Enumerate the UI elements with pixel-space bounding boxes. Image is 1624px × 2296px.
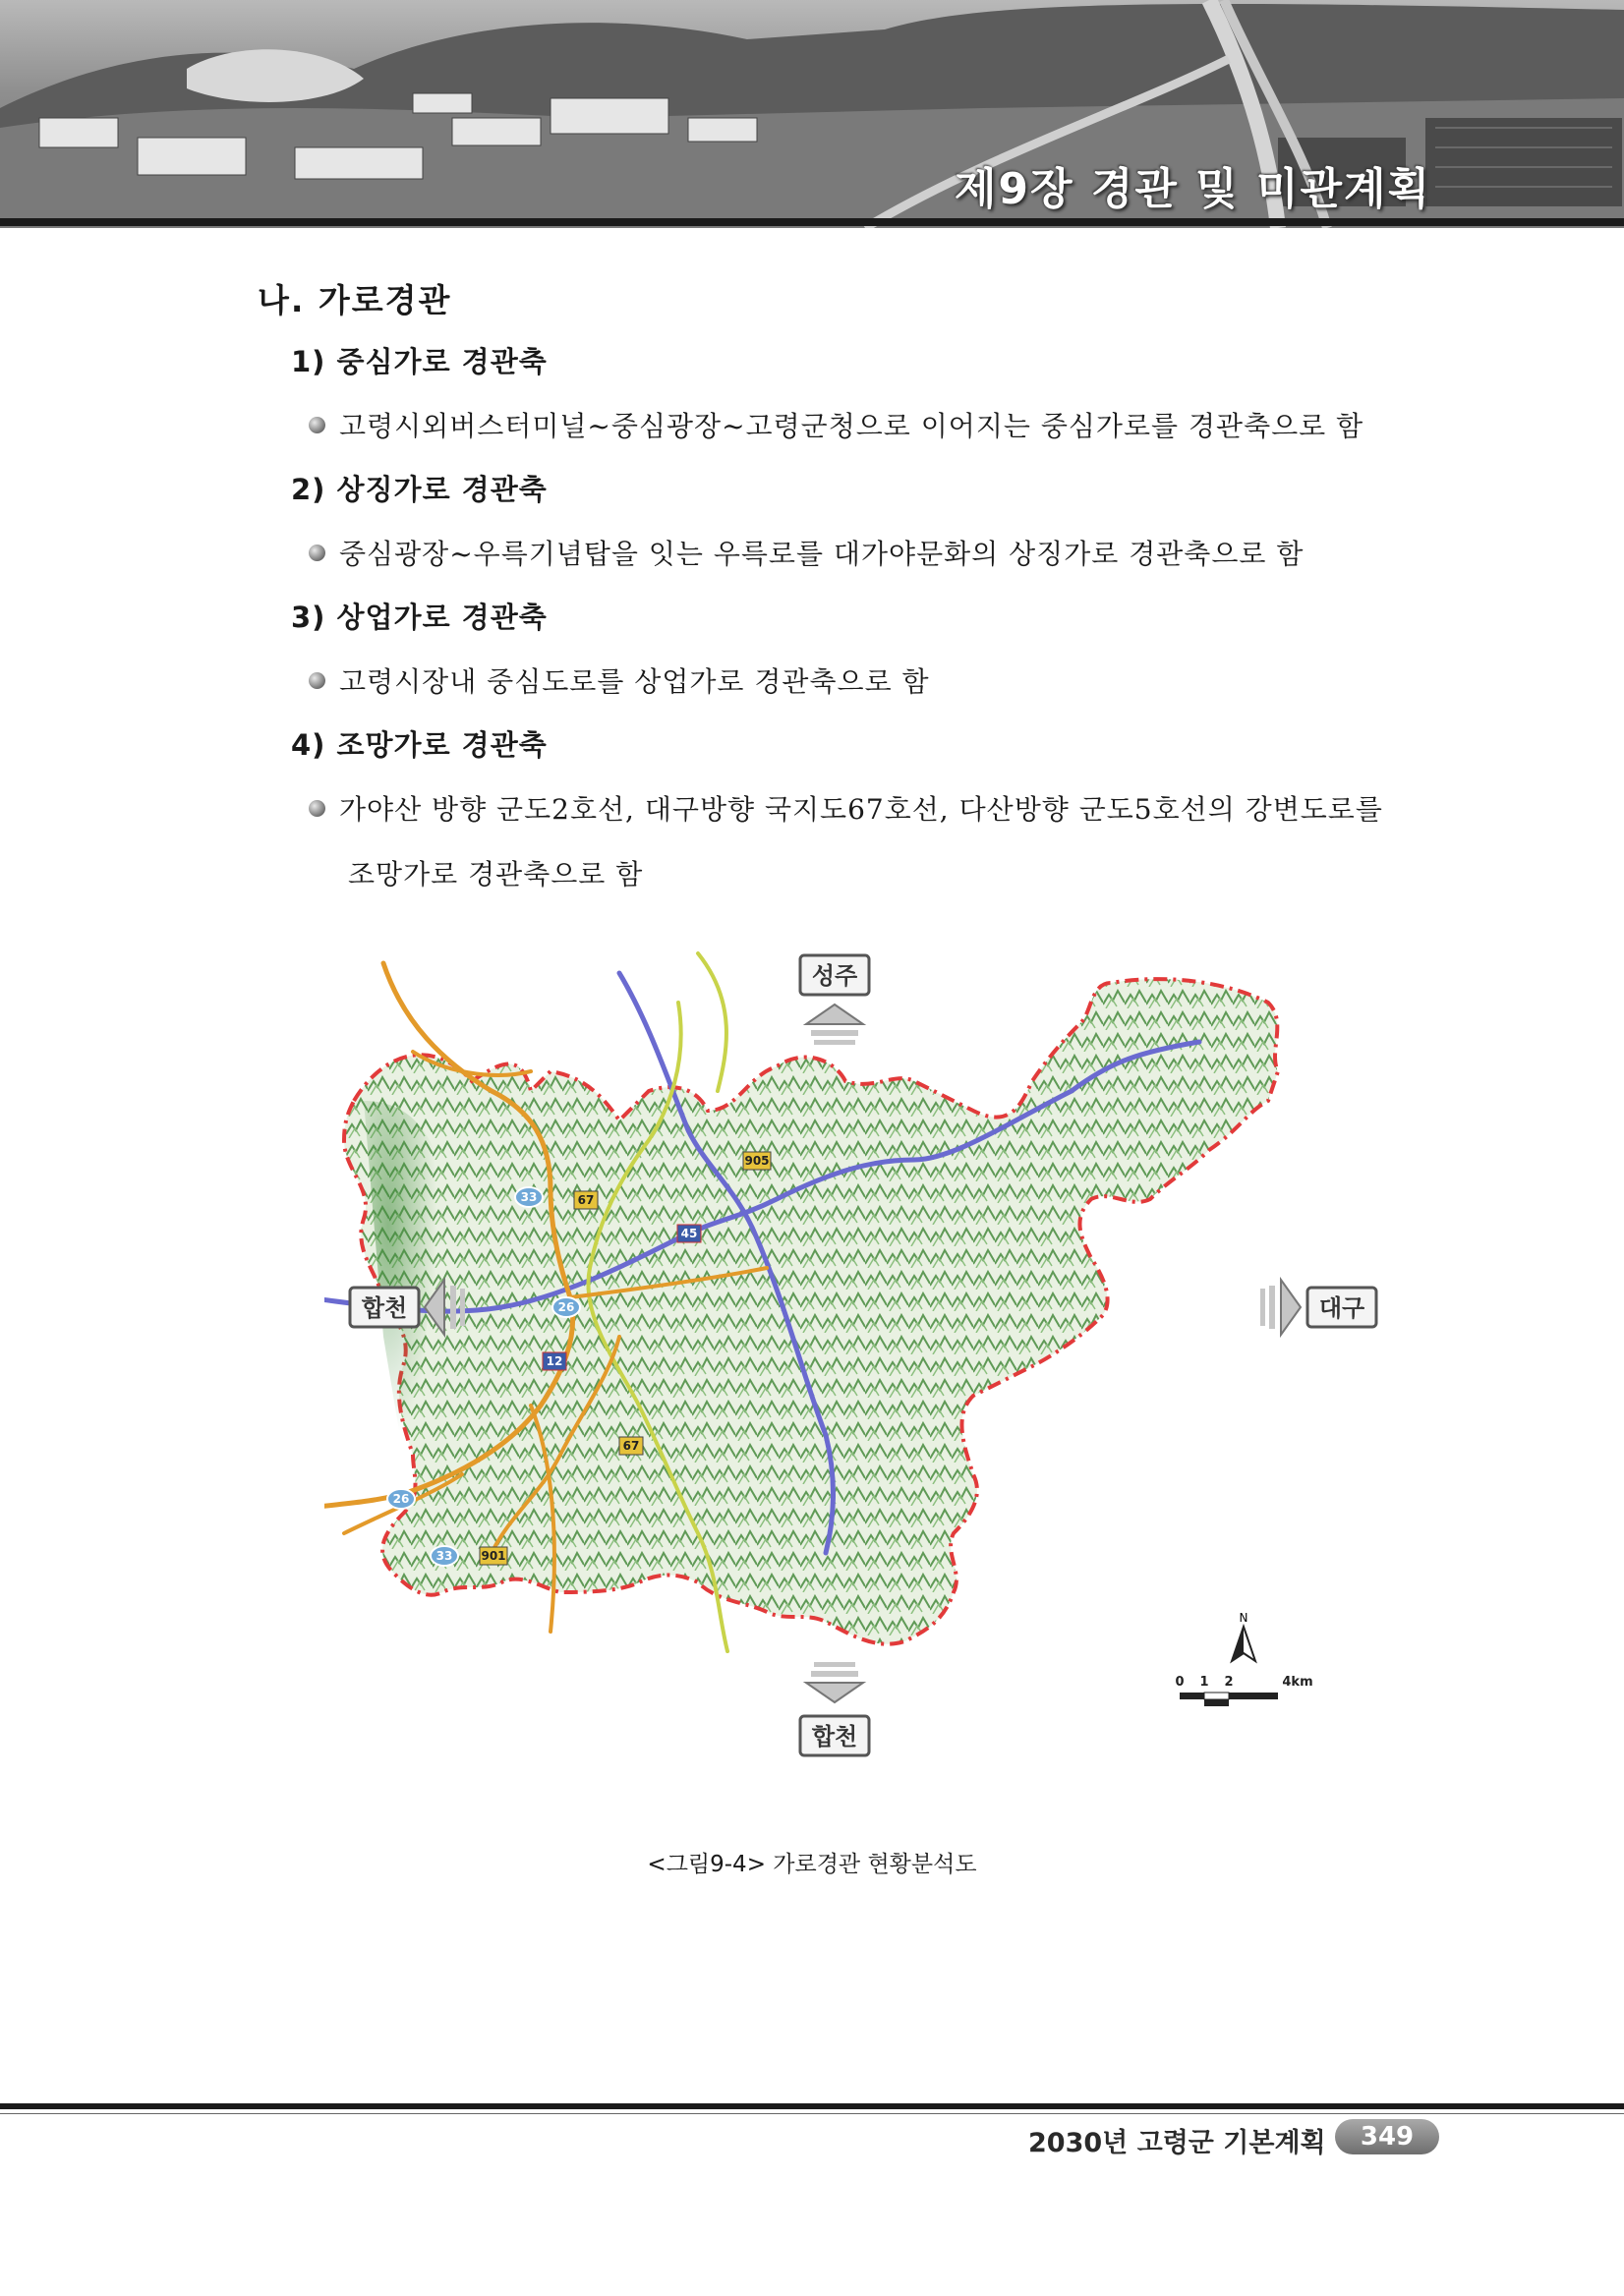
route-marker [677, 1225, 701, 1242]
arrow-right-icon [1281, 1280, 1301, 1335]
svg-text:26: 26 [392, 1492, 410, 1506]
route-marker [574, 1191, 598, 1209]
section-title: 나. 가로경관 [258, 281, 452, 319]
svg-text:901: 901 [481, 1549, 506, 1563]
chapter-title: 제9장 경관 및 미관계획 [954, 164, 1431, 214]
svg-text:2: 2 [1224, 1675, 1234, 1690]
svg-text:0: 0 [1175, 1675, 1185, 1690]
svg-text:합천: 합천 [811, 1723, 858, 1751]
route-marker [619, 1437, 643, 1455]
scale-bar [1175, 1675, 1312, 1706]
bullet-icon [309, 800, 325, 817]
route-marker [480, 1547, 507, 1565]
direction-south [800, 1662, 869, 1755]
header-divider [0, 218, 1624, 226]
bullet-item-4-continuation: 조망가로 경관축으로 함 [348, 858, 644, 890]
route-marker [743, 1152, 771, 1170]
street-landscape-map [324, 944, 1406, 1818]
route-marker [543, 1352, 566, 1370]
footer-title: 2030년 고령군 기본계획 [1028, 2128, 1326, 2158]
svg-text:905: 905 [744, 1154, 770, 1168]
svg-text:67: 67 [577, 1193, 595, 1207]
subsection-heading-3: 3) 상업가로 경관축 [291, 601, 548, 634]
svg-text:12: 12 [546, 1354, 563, 1368]
bullet-text: 고령시장내 중심도로를 상업가로 경관축으로 함 [339, 665, 930, 698]
svg-text:N: N [1239, 1611, 1248, 1625]
arrow-down-icon [806, 1683, 863, 1702]
bullet-text: 고령시외버스터미널~중심광장~고령군청으로 이어지는 중심가로를 경관축으로 함 [339, 410, 1364, 442]
bullet-item-2 [309, 525, 1488, 584]
bullet-icon [309, 672, 325, 689]
bullet-text: 가야산 방향 군도2호선, 대구방향 국지도67호선, 다산방향 군도5호선의 강변도로를 [339, 793, 1383, 826]
svg-text:성주: 성주 [811, 962, 858, 990]
bullet-item-4 [309, 780, 1488, 839]
arrow-up-icon [806, 1004, 863, 1024]
footer-divider-thin [0, 2113, 1624, 2114]
north-arrow-icon [1232, 1611, 1255, 1661]
bullet-text: 중심광장~우륵기념탑을 잇는 우륵로를 대가야문화의 상징가로 경관축으로 함 [339, 538, 1305, 570]
bullet-item-1 [309, 397, 1488, 456]
svg-text:67: 67 [622, 1439, 640, 1453]
subsection-heading-1: 1) 중심가로 경관축 [291, 345, 548, 378]
subsection-heading-2: 2) 상징가로 경관축 [291, 473, 548, 506]
figure-caption: <그림9-4> 가로경관 현황분석도 [647, 1852, 977, 1877]
direction-east [1260, 1280, 1376, 1335]
route-marker [552, 1297, 580, 1317]
page-number: 349 [1335, 2119, 1439, 2154]
subsection-heading-4: 4) 조망가로 경관축 [291, 728, 548, 762]
route-marker [431, 1546, 458, 1566]
route-marker [515, 1187, 543, 1207]
svg-text:합천: 합천 [361, 1294, 408, 1322]
svg-text:33: 33 [435, 1549, 453, 1563]
svg-text:33: 33 [520, 1190, 538, 1204]
svg-text:대구: 대구 [1318, 1294, 1365, 1322]
bullet-icon [309, 545, 325, 561]
svg-text:26: 26 [557, 1300, 575, 1314]
svg-text:45: 45 [680, 1227, 698, 1240]
bullet-item-3 [309, 653, 1488, 712]
route-marker [387, 1489, 415, 1509]
bullet-icon [309, 417, 325, 433]
footer-divider [0, 2103, 1624, 2109]
svg-text:1: 1 [1199, 1675, 1209, 1690]
direction-north [800, 955, 869, 1045]
svg-text:4km: 4km [1282, 1675, 1313, 1690]
chapter-header-banner [0, 0, 1624, 228]
